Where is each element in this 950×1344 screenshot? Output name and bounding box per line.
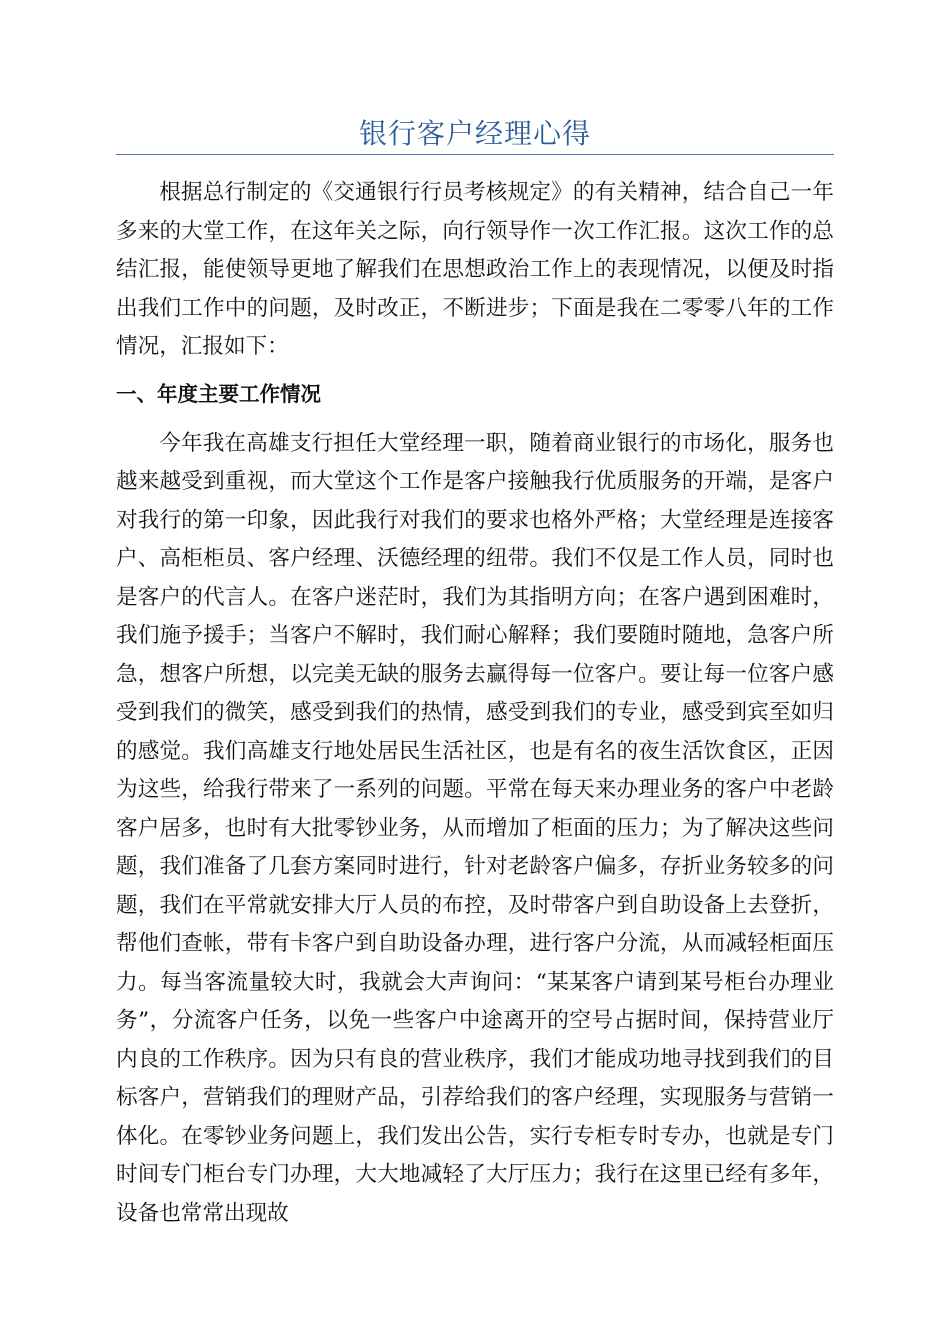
section-heading: 一、年度主要工作情况 <box>116 381 321 406</box>
title-underline <box>116 154 834 155</box>
intro-paragraph: 根据总行制定的《交通银行行员考核规定》的有关精神，结合自己一年多来的大堂工作，在这年关之际，向行领导作一次工作汇报。这次工作的总结汇报，能使领导更地了解我们在思想政治工作上的表现情况，以便及时指出我们工作中的问题，及时改正，不断进步；下面是我在二零零八年的工作情况，汇报如下： <box>116 180 834 359</box>
document-body <box>116 174 834 1233</box>
document-title: 银行客户经理心得 <box>358 117 591 150</box>
section-paragraph: 今年我在高雄支行担任大堂经理一职，随着商业银行的市场化，服务也越来越受到重视，而大堂这个工作是客户接触我行优质服务的开端，是客户对我行的第一印象，因此我行对我们的要求也格外严格；大堂经理是连接客户、高柜柜员、客户经理、沃德经理的纽带。我们不仅是工作人员，同时也是客户的代言人。在客户迷茫时，我们为其指明方向；在客户遇到困难时，我们施予援手；当客户不解时，我们耐心解释；我们要随时随地，急客户所急，想客户所想，以完美无缺的服务去赢得每一位客户。要让每一位客户感受到我们的微笑，感受到我们的热情，感受到我们的专业，感受到宾至如归的感觉。我们高雄支行地处居民生活社区，也是有名的夜生活饮食区，正因为这些，给我行带来了一系列的问题。平常在每天来办理业务的客户中老龄客户居多，也时有大批零钞业务，从而增加了柜面的压力；为了解决这些问题，我们准备了几套方案同时进行，针对老龄客户偏多，存折业务较多的问题，我们在平常就安排大厅人员的布控，及时带客户到自助设备上去登折，帮他们查帐，带有卡客户到自助设备办理，进行客户分流，从而减轻柜面压力。每当客流量较大时，我就会大声询问：“某某客户请到某号柜台办理业务”，分流客户任务，以免一些客户中途离开的空号占据时间，保持营业厅内良的工作秩序。因为只有良的营业秩序，我们才能成功地寻找到我们的目标客户，营销我们的理财产品，引荐给我们的客户经理，实现服务与营销一体化。在零钞业务问题上，我们发出公告，实行专柜专时专办，也就是专门时间专门柜台专门办理，大大地减轻了大厅压力；我行在这里已经有多年，设备也常常出现故 <box>116 430 834 1226</box>
